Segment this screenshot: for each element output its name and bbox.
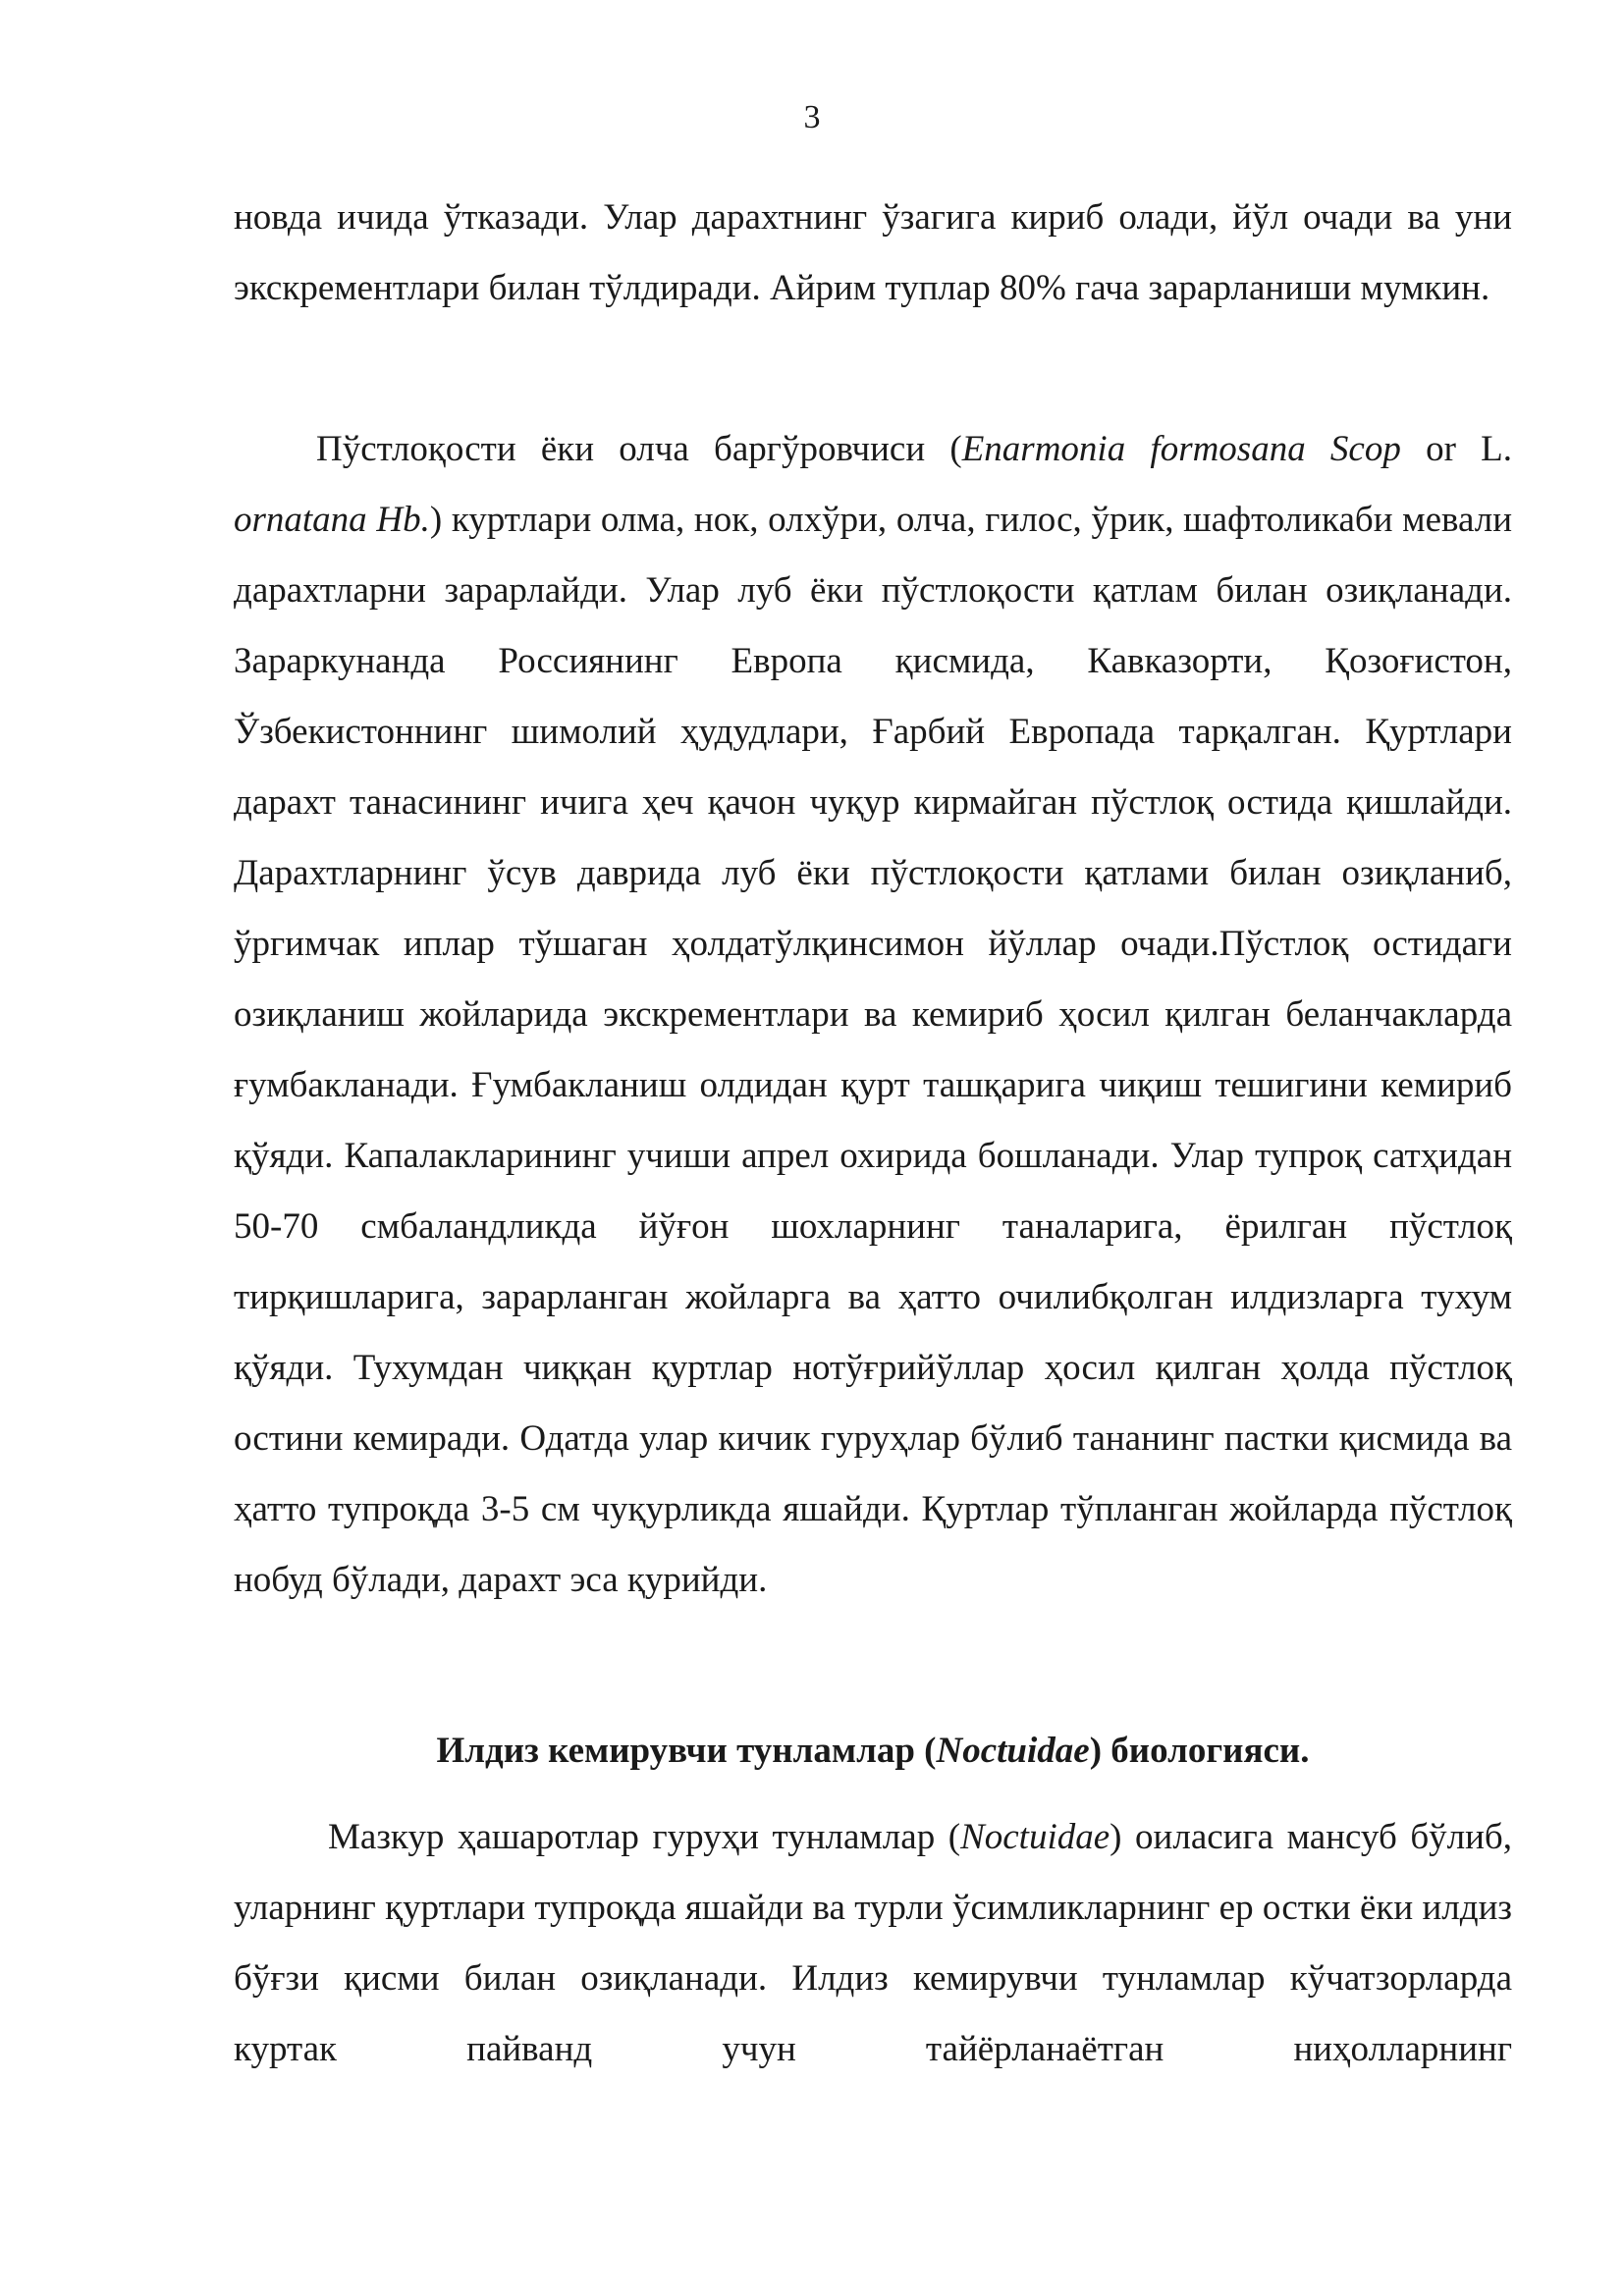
section-heading <box>234 1716 1512 1787</box>
heading-latin-name: Noctuidae <box>936 1731 1090 1771</box>
species-name-enarmonia: Enarmonia formosana Scop <box>961 429 1401 469</box>
paragraph-3 <box>234 1802 1512 2085</box>
heading-text-before: Илдиз кемирувчи тунламлар ( <box>436 1731 937 1771</box>
paragraph-3-latin-name: Noctuidae <box>960 1817 1110 1857</box>
paragraph-2-body: ) куртлари олма, нок, олхўри, олча, гилос, ўрик, шафтоликаби мевали дарахтларни зарарлайди. Улар луб ёки пўстлоқости қатлам билан озиқланади. Зараркунанда Россиянинг Европа қисмида, Кавказорти, Қозоғистон, Ўзбекистоннинг шимолий ҳудудлари, Ғарбий Европада тарқалган. Қуртлари дарахт танасининг ичига ҳеч қачон чуқур кирмайган пўстлоқ остида қишлайди. Дарахтларнинг ўсув даврида луб ёки пўстлоқости қатлами билан озиқланиб, ўргимчак иплар тўшаган ҳолдатўлқинсимон йўллар очади.Пўстлоқ остидаги озиқланиш жойларида экскрементлари ва кемириб ҳосил қилган беланчакларда ғумбакланади. Ғумбакланиш олдидан қурт ташқарига чиқиш тешигини кемириб қўяди. Капалакларининг учиши апрел охирида бошланади. Улар тупроқ сатҳидан 50-70 смбаландликда йўғон шохларнинг таналарига, ёрилган пўстлоқ тирқишларига, зарарланган жойларга ва ҳатто очилибқолган илдизларга тухум қўяди. Тухумдан чиққан қуртлар нотўғрийўллар ҳосил қилган ҳолда пўстлоқ остини кемиради. Одатда улар кичик гуруҳлар бўлиб тананинг пастки қисмида ва ҳатто тупроқда 3-5 см чуқурликда яшайди. Қуртлар тўпланган жойларда пўстлоқ нобуд бўлади, дарахт эса қурийди. <box>234 500 1513 1600</box>
paragraph-1: новда ичида ўтказади. Улар дарахтнинг ўзагига кириб олади, йўл очади ва уни экскрементлари билан тўлдиради. Айрим туплар 80% гача зарарланиши мумкин. <box>234 197 1512 308</box>
paragraph-continuation <box>234 183 1512 324</box>
paragraph-3-intro: Мазкур ҳашаротлар гуруҳи тунламлар ( <box>328 1817 961 1857</box>
paragraph-noctuidae <box>234 1802 1512 2085</box>
paragraph-2 <box>234 414 1512 1616</box>
page-number: 3 <box>803 99 821 135</box>
heading-text-after: ) биологияси. <box>1089 1731 1310 1771</box>
paragraph-2-or: or L. <box>1400 429 1512 469</box>
paragraph-2-intro: Пўстлоқости ёки олча баргўровчиси ( <box>316 429 962 469</box>
paragraph-3-body: ) оиласига мансуб бўлиб, уларнинг қуртлари тупроқда яшайди ва турли ўсимликларнинг ер остки ёки илдиз бўғзи қисми билан озиқланади. Илдиз кемирувчи тунламлар кўчатзорларда куртак пайванд учун тайёрланаётган ниҳолларнинг <box>234 1817 1512 2069</box>
paragraph-enarmonia <box>234 414 1512 1616</box>
species-name-ornatana: ornatana Hb. <box>234 500 430 540</box>
